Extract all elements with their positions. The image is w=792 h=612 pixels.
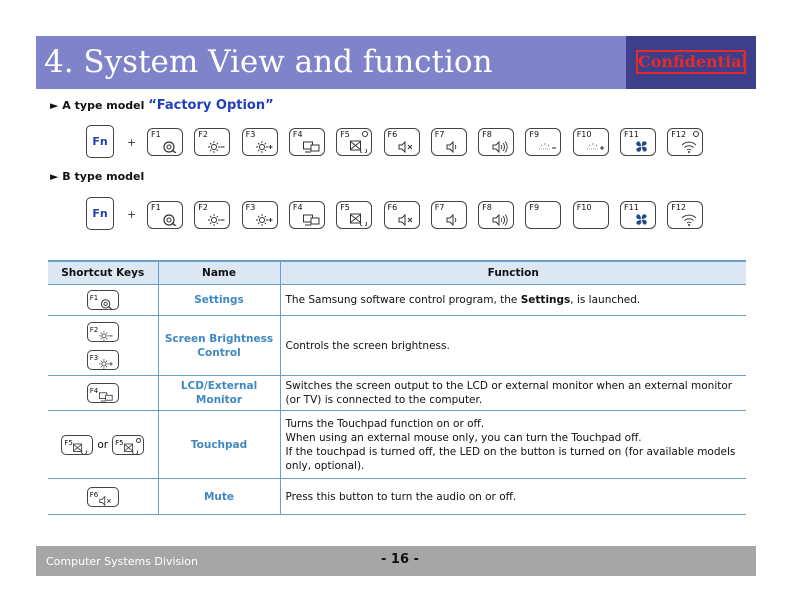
table-row xyxy=(48,411,746,479)
f6-key xyxy=(384,128,420,156)
display-switch-icon xyxy=(99,391,113,402)
plus-sign: + xyxy=(127,136,137,149)
shortcut-cell xyxy=(48,479,158,515)
model-b-heading xyxy=(50,170,144,183)
function-line: If the touchpad is turned off, the LED on the button is turned on (for available models only, optional). xyxy=(285,445,736,472)
f5-key xyxy=(336,201,372,229)
shortcut-table xyxy=(48,260,746,515)
f2-key xyxy=(87,322,119,342)
display-switch-icon xyxy=(303,213,320,226)
column-header-name: Name xyxy=(158,261,280,285)
table-row xyxy=(48,285,746,316)
f5-key xyxy=(61,435,93,455)
function-cell: Switches the screen output to the LCD or external monitor when an external monitor (or TV) is connected to the computer. xyxy=(280,376,746,411)
key-label: F6 xyxy=(387,130,398,139)
name-cell: LCD/External Monitor xyxy=(158,376,280,411)
plus-sign: + xyxy=(127,208,137,221)
or-text: or xyxy=(97,438,109,451)
key-label: F12 xyxy=(671,203,687,212)
model-b-label: B type model xyxy=(62,170,145,183)
f1-key xyxy=(147,201,183,229)
key-label: F7 xyxy=(434,203,445,212)
settings-icon xyxy=(161,213,178,226)
led-indicator-icon xyxy=(362,131,368,137)
led-indicator-icon xyxy=(693,131,699,137)
display-switch-icon xyxy=(303,140,320,153)
f8-key xyxy=(478,201,514,229)
key-label: F1 xyxy=(151,203,161,212)
volume-down-icon xyxy=(445,140,462,153)
key-label: F12 xyxy=(671,130,687,139)
key-label: F8 xyxy=(482,130,492,139)
f5-key xyxy=(336,128,372,156)
f8-key xyxy=(478,128,514,156)
slide-header xyxy=(36,36,756,89)
name-line: Screen Brightness xyxy=(164,332,274,345)
key-label: F11 xyxy=(624,203,639,212)
model-a-label: A type model xyxy=(62,99,145,112)
brightness-up-icon xyxy=(99,358,113,369)
shortcut-cell xyxy=(48,285,158,316)
key-label: F9 xyxy=(529,203,540,212)
brightness-down-icon xyxy=(99,330,113,341)
page-number: - 16 - xyxy=(381,552,419,567)
key-label: F11 xyxy=(624,130,639,139)
name-cell: Touchpad xyxy=(158,411,280,479)
f2-key xyxy=(194,128,230,156)
key-label: F9 xyxy=(529,130,540,139)
settings-icon xyxy=(99,298,113,309)
touchpad-off-icon xyxy=(73,443,87,454)
f6-key xyxy=(384,201,420,229)
key-label: F10 xyxy=(576,130,592,139)
key-label: F3 xyxy=(245,203,256,212)
f12-key xyxy=(667,201,703,229)
f4-key xyxy=(289,128,325,156)
mute-icon xyxy=(398,213,415,226)
shortcut-cell xyxy=(48,411,158,479)
key-label: F4 xyxy=(292,130,303,139)
f1-key xyxy=(147,128,183,156)
f3-key xyxy=(87,350,119,370)
f3-key xyxy=(242,201,278,229)
key-label: F5 xyxy=(340,130,350,139)
confidential-stamp: Confidential xyxy=(636,50,746,74)
led-indicator-icon xyxy=(136,438,141,443)
key-label: F7 xyxy=(434,130,445,139)
shortcut-cell xyxy=(48,376,158,411)
key-label: F4 xyxy=(292,203,303,212)
function-line: Turns the Touchpad function on or off. xyxy=(285,417,485,430)
bullet-arrow-icon: ► xyxy=(50,99,63,112)
f12-key xyxy=(667,128,703,156)
function-bold-text: Settings xyxy=(520,294,571,306)
f11-key xyxy=(620,128,656,156)
f3-key xyxy=(242,128,278,156)
name-cell: Mute xyxy=(158,479,280,515)
function-text: , is launched. xyxy=(570,294,641,306)
column-header-shortcut: Shortcut Keys xyxy=(48,261,158,285)
volume-up-icon xyxy=(492,140,509,153)
function-cell xyxy=(280,285,746,316)
fn-key: Fn xyxy=(86,125,114,158)
confidential-panel xyxy=(626,36,756,89)
f5-key-with-led xyxy=(112,435,144,455)
table-row xyxy=(48,316,746,376)
key-label: F1 xyxy=(89,294,99,302)
key-label: F1 xyxy=(151,130,161,139)
key-label: F3 xyxy=(89,353,99,362)
f10-key xyxy=(573,128,609,156)
key-label: F4 xyxy=(89,387,99,395)
f11-key xyxy=(620,201,656,229)
f6-key xyxy=(87,487,119,507)
model-a-heading xyxy=(50,98,274,113)
settings-icon xyxy=(161,140,178,153)
key-label: F10 xyxy=(576,203,592,212)
key-label: F6 xyxy=(387,203,398,212)
brightness-down-icon xyxy=(208,213,225,226)
table-row xyxy=(48,479,746,515)
function-cell xyxy=(280,411,746,479)
f9-key xyxy=(525,128,561,156)
name-cell xyxy=(158,316,280,376)
shortcut-cell xyxy=(48,316,158,376)
touchpad-off-icon xyxy=(350,140,367,153)
fan-icon xyxy=(634,213,651,226)
factory-option-label: “Factory Option” xyxy=(148,98,274,113)
f7-key xyxy=(431,128,467,156)
name-line: Control xyxy=(197,346,241,359)
table-row xyxy=(48,376,746,411)
key-label: F2 xyxy=(89,325,99,334)
keyboard-backlight-down-icon xyxy=(539,140,556,153)
slide-footer xyxy=(36,546,756,576)
volume-up-icon xyxy=(492,213,509,226)
key-label: F6 xyxy=(89,490,99,499)
key-label: F5 xyxy=(340,203,350,212)
division-label: Computer Systems Division xyxy=(46,555,199,568)
key-label: F5 xyxy=(115,438,124,447)
key-label: F3 xyxy=(245,130,256,139)
fn-key: Fn xyxy=(86,197,114,230)
slide-title: 4. System View and function xyxy=(44,44,493,80)
f9-key xyxy=(525,201,561,229)
f7-key xyxy=(431,201,467,229)
f4-key xyxy=(289,201,325,229)
function-line: When using an external mouse only, you can turn the Touchpad off. xyxy=(285,431,642,444)
key-label: F8 xyxy=(482,203,492,212)
fan-icon xyxy=(634,140,651,153)
wireless-icon xyxy=(681,213,698,226)
brightness-up-icon xyxy=(256,140,273,153)
mute-icon xyxy=(99,495,113,506)
key-label: F2 xyxy=(198,203,208,212)
f4-key xyxy=(87,383,119,403)
f10-key xyxy=(573,201,609,229)
key-label: F2 xyxy=(198,130,208,139)
bullet-arrow-icon: ► xyxy=(50,170,63,183)
brightness-down-icon xyxy=(208,140,225,153)
name-cell: Settings xyxy=(158,285,280,316)
column-header-function: Function xyxy=(280,261,746,285)
f1-key xyxy=(87,290,119,310)
f2-key xyxy=(194,201,230,229)
touchpad-off-icon xyxy=(124,443,138,454)
function-cell: Press this button to turn the audio on or off. xyxy=(280,479,746,515)
volume-down-icon xyxy=(445,213,462,226)
table-header-row xyxy=(48,261,746,285)
function-cell: Controls the screen brightness. xyxy=(280,316,746,376)
brightness-up-icon xyxy=(256,213,273,226)
keyboard-backlight-up-icon xyxy=(587,140,604,153)
key-label: F5 xyxy=(64,438,73,447)
wireless-icon xyxy=(681,140,698,153)
function-text: The Samsung software control program, the xyxy=(285,294,521,306)
mute-icon xyxy=(398,140,415,153)
touchpad-off-icon xyxy=(350,213,367,226)
